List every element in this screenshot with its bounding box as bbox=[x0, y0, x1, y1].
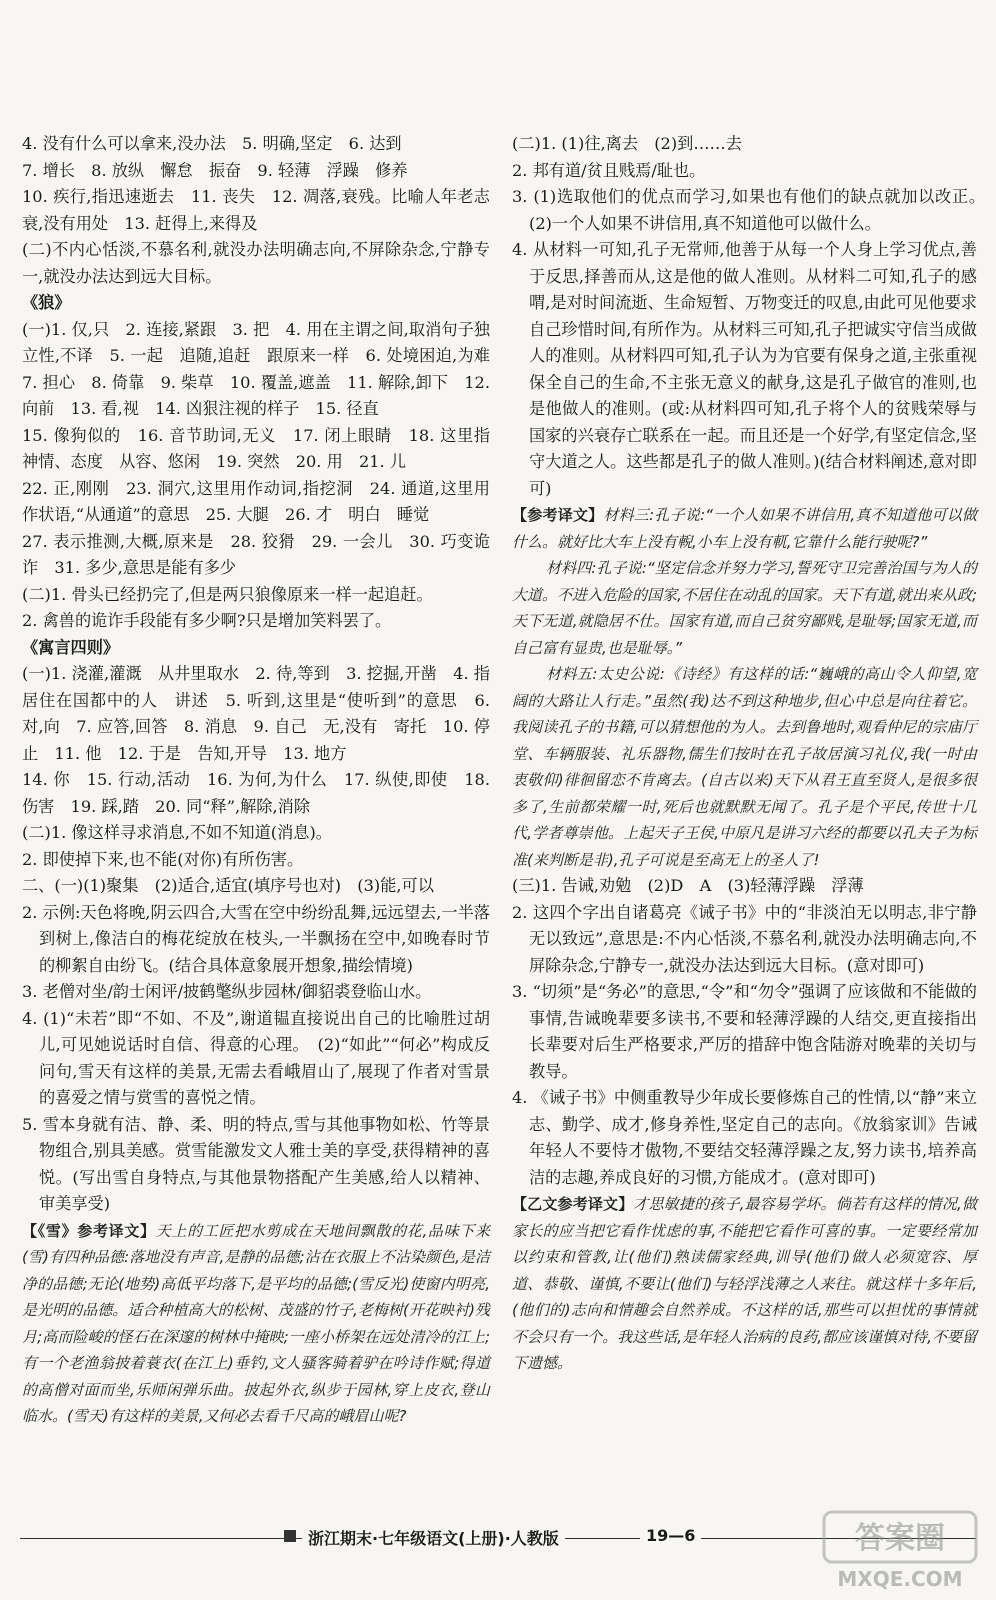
left-paragraph bbox=[22, 873, 490, 900]
left-paragraph bbox=[22, 1006, 490, 1112]
paragraph-text: 15. 像狗似的 16. 音节助词,无义 17. 闭上眼睛 18. 这里指神情、态度 从容、悠闲 19. 突然 20. 用 21. 儿 bbox=[22, 425, 490, 471]
paragraph-text: 4. 《诫子书》中侧重教导少年成长要修炼自己的性情,以“静”来立志、勤学、成才,修身养性,坚定自己的志向。《放翁家训》告诫年轻人不要恃才傲物,不要结交轻薄浮躁之友,努力读书,培养高洁的志趣,养成良好的习惯,方能成才。(意对即可) bbox=[512, 1088, 977, 1187]
paragraph-text: 2. 即使掉下来,也不能(对你)有所伤害。 bbox=[22, 849, 304, 869]
left-paragraph bbox=[22, 237, 490, 290]
footer-square-icon bbox=[284, 1530, 296, 1542]
paragraph-text: 27. 表示推测,大概,原来是 28. 狡猾 29. 一会儿 30. 巧变诡诈 31. 多少,意思是能有多少 bbox=[22, 531, 490, 577]
left-paragraph bbox=[22, 317, 507, 423]
left-paragraph bbox=[22, 184, 490, 237]
paragraph-text: 4. (1)“未若”即“不如、不及”,谢道韫直接说出自己的比喻胜过胡儿,可见她说话时自信、得意的心理。 (2)“如此”“何必”构成反问句,雪天有这样的美景,无需去看峨眉山了,展现了作者对雪景的喜爱之情与赏雪的喜悦之情。 bbox=[22, 1008, 490, 1107]
right-paragraph bbox=[512, 184, 994, 237]
left-paragraph bbox=[22, 1218, 490, 1430]
paragraph-text: 天上的工匠把水剪成在天地间飘散的花,品味下来(雪)有四种品德:落地没有声音,是静的品德;沾在衣服上不沾染颜色,是洁净的品德;无论(地势)高低平均落下,是平均的品德;(雪反光)使窗内明亮,是光明的品德。适合种植高大的松树、茂盛的竹子,老梅树(开花映衬)残月;高而险峻的怪石在深邃的树林中掩映;一座小桥架在远处清冷的江上;有一个老渔翁披着蓑衣(在江上)垂钓,文人骚客骑着驴在吟诗作赋;得道的高僧对面而坐,乐师闲弹乐曲。披起外衣,纵步于园林,穿上皮衣,登山临水。(雪天)有这样的美景,又何必去看千尺高的峨眉山呢? bbox=[22, 1221, 490, 1425]
paragraph-text: (二)1. 像这样寻求消息,不如不知道(消息)。 bbox=[22, 823, 332, 842]
watermark-logo bbox=[820, 1508, 980, 1594]
paragraph-text: 4. 没有什么可以拿来,没办法 5. 明确,坚定 6. 达到 bbox=[22, 134, 402, 153]
paragraph-text: 14. 你 15. 行动,活动 16. 为何,为什么 17. 纵使,即使 18. 伤害 19. 踩,踏 20. 同“释”,解除,消除 bbox=[22, 770, 490, 816]
left-paragraph bbox=[22, 290, 490, 317]
watermark-text-cn: 答案圈 bbox=[855, 1521, 945, 1556]
page-number: 19—6 bbox=[640, 1526, 701, 1545]
paragraph-text: 2. 邦有道/贫且贱焉/耻也。 bbox=[512, 160, 706, 180]
paragraph-text: 7. 增长 8. 放纵 懈怠 振奋 9. 轻薄 浮躁 修养 bbox=[22, 160, 408, 180]
right-paragraph bbox=[512, 661, 977, 873]
paragraph-text: 22. 正,刚刚 23. 洞穴,这里用作动词,指挖洞 24. 通道,这里用作状语,“从通道”的意思 25. 大腿 26. 才 明白 睡觉 bbox=[22, 478, 490, 524]
paragraph-text: (一)1. 仅,只 2. 连接,紧跟 3. 把 4. 用在主谓之间,取消句子独立性,不译 5. 一起 追随,追赶 跟原来一样 6. 处境困迫,为难 7. 担心 8. 倚靠 9. 柴草 10. 覆盖,遮盖 11. 解除,卸下 12. 向前 13. 看,视 14. 凶狠注视的样子 15. 径直 bbox=[22, 319, 507, 418]
left-paragraph bbox=[22, 158, 490, 185]
paragraph-text: 《狼》 bbox=[22, 293, 71, 312]
left-paragraph bbox=[22, 476, 490, 529]
paragraph-text: 3. (1)选取他们的优点而学习,如果也有他们的缺点就加以改正。 (2)一个人如果不讲信用,真不知道他可以做什么。 bbox=[512, 187, 994, 233]
watermark-text-url: MXQE.COM bbox=[837, 1567, 963, 1591]
paragraph-text: 3. 老僧对坐/韵士闲评/披鹤氅纵步园林/御貂裘登临山水。 bbox=[22, 982, 432, 1001]
paragraph-text: 二、(一)(1)聚集 (2)适合,适宜(填序号也对) (3)能,可以 bbox=[22, 876, 434, 895]
left-paragraph bbox=[22, 608, 490, 635]
translation-label: 【《雪》参考译文】 bbox=[22, 1221, 156, 1240]
right-paragraph bbox=[512, 131, 977, 158]
footer-title: 浙江期末·七年级语文(上册)·人教版 bbox=[302, 1526, 565, 1549]
paragraph-text: 10. 疾行,指迅速逝去 11. 丧失 12. 凋落,衰残。比喻人年老志衰,没有用处 13. 赶得上,来得及 bbox=[22, 187, 490, 233]
left-paragraph bbox=[22, 635, 490, 662]
right-paragraph bbox=[512, 555, 977, 661]
right-paragraph bbox=[512, 1085, 977, 1191]
left-paragraph bbox=[22, 767, 490, 820]
right-paragraph bbox=[512, 502, 977, 555]
translation-label: 【参考译文】 bbox=[512, 506, 604, 524]
left-paragraph bbox=[22, 582, 490, 609]
left-paragraph bbox=[22, 820, 490, 847]
left-paragraph bbox=[22, 900, 490, 980]
left-paragraph bbox=[22, 529, 490, 582]
left-paragraph bbox=[22, 847, 490, 874]
paragraph-text: 2. 禽兽的诡诈手段能有多少啊?只是增加笑料罢了。 bbox=[22, 611, 392, 630]
paragraph-text: 2. 示例:天色将晚,阴云四合,大雪在空中纷纷乱舞,远远望去,一半落到树上,像洁白的梅花绽放在枝头,一半飘扬在空中,如晚春时节的柳絮自由纷飞。(结合具体意象展开想象,描绘情境) bbox=[22, 902, 490, 975]
paragraph-text: (二)1. 骨头已经扔完了,但是两只狼像原来一样一起追赶。 bbox=[22, 584, 433, 604]
paragraph-text: 材料四:孔子说:“坚定信念并努力学习,誓死守卫完善治国与为人的大道。不进入危险的国家,不居住在动乱的国家。天下有道,就出来从政;天下无道,就隐居不仕。国家有道,而自己贫穷鄙贱,是耻辱;国家无道,而自己富有显贵,也是耻辱。” bbox=[512, 559, 977, 657]
paragraph-text: (一)1. 浇灌,灌溉 从井里取水 2. 待,等到 3. 挖掘,开凿 4. 指居住在国都中的人 讲述 5. 听到,这里是“使听到”的意思 6. 对,向 7. 应答,回答 8. 消息 9. 自己 无,没有 寄托 10. 停止 11. 他 12. 于是 告知,开导 13. 地方 bbox=[22, 664, 490, 763]
left-paragraph bbox=[22, 661, 490, 767]
right-paragraph bbox=[512, 979, 977, 1085]
right-paragraph bbox=[512, 237, 977, 502]
left-paragraph bbox=[22, 423, 490, 476]
left-paragraph bbox=[22, 979, 490, 1006]
left-paragraph bbox=[22, 1112, 490, 1218]
right-paragraph bbox=[512, 1191, 977, 1377]
paragraph-text: (二)1. (1)往,离去 (2)到……去 bbox=[512, 134, 742, 153]
right-column bbox=[512, 131, 994, 1377]
paragraph-text: 2. 这四个字出自诸葛亮《诫子书》中的“非淡泊无以明志,非宁静无以致远”,意思是:不内心恬淡,不慕名利,就没办法明确志向,不屏除杂念,宁静专一,就没办法达到远大目标。(意对即可) bbox=[512, 902, 977, 975]
paragraph-text: 材料三:孔子说:“一个人如果不讲信用,真不知道他可以做什么。就好比大车上没有輗,小车上没有軏,它靠什么能行驶呢?” bbox=[512, 506, 977, 551]
paragraph-text: 材料五:太史公说:《诗经》有这样的话:“巍峨的高山令人仰望,宽阔的大路让人行走。”虽然(我)达不到这种地步,但心中总是向往着它。我阅读孔子的书籍,可以猜想他的为人。去到鲁地时,观看仲尼的宗庙厅堂、车辆服装、礼乐器物,儒生们按时在孔子故居演习礼仪,我(一时由衷敬仰)徘徊留恋不肯离去。(自古以来)天下从君王直至贤人,是很多很多了,生前都荣耀一时,死后也就默默无闻了。孔子是个平民,传世十几代,学者尊崇他。上起天子王侯,中原凡是讲习六经的都要以孔夫子为标准(来判断是非),孔子可说是至高无上的圣人了! bbox=[512, 665, 977, 869]
paragraph-text: 4. 从材料一可知,孔子无常师,他善于从每一个人身上学习优点,善于反思,择善而从,这是他的做人准则。从材料二可知,孔子的感喟,是对时间流逝、生命短暂、万物变迁的叹息,由此可见他要求自己珍惜时间,有所作为。从材料三可知,孔子把诚实守信当成做人的准则。从材料四可知,孔子认为为官要有保身之道,主张重视保全自己的生命,不主张无意义的献身,这是孔子做官的准则,也是他做人的准则。(或:从材料四可知,孔子将个人的贫贱荣辱与国家的兴衰存亡联系在一起。而且还是一个好学,有坚定信念,坚守大道之人。这些都是孔子的做人准则。)(结合材料阐述,意对即可) bbox=[512, 240, 977, 498]
paragraph-text: 才思敏捷的孩子,最容易学坏。倘若有这样的情况,做家长的应当把它看作忧虑的事,不能把它看作可喜的事。一定要经常加以约束和管教,让(他们)熟读儒家经典,训导(他们)做人必须宽容、厚道、恭敬、谨慎,不要让(他们)与轻浮浅薄之人来往。就这样十多年后,(他们的)志向和情趣会自然养成。不这样的话,那些可以担忧的事情就不会只有一个。我这些话,是年轻人治病的良药,都应该谨慎对待,不要留下遗憾。 bbox=[512, 1195, 977, 1372]
left-column bbox=[22, 131, 507, 1430]
paragraph-text: 3. “切须”是“务必”的意思,“令”和“勿令”强调了应该做和不能做的事情,告诫晚辈要多读书,不要和轻薄浮躁的人结交,更直接指出长辈要对后生严格要求,严厉的措辞中饱含陆游对晚辈的关切与教导。 bbox=[512, 982, 977, 1081]
right-paragraph bbox=[512, 873, 977, 900]
translation-label: 【乙文参考译文】 bbox=[512, 1195, 634, 1213]
right-paragraph bbox=[512, 158, 977, 185]
paragraph-text: (二)不内心恬淡,不慕名利,就没办法明确志向,不屏除杂念,宁静专一,就没办法达到远大目标。 bbox=[22, 240, 490, 286]
paragraph-text: 5. 雪本身就有洁、静、柔、明的特点,雪与其他事物如松、竹等景物组合,别具美感。赏雪能激发文人雅士美的享受,获得精神的喜悦。(写出雪自身特点,与其他景物搭配产生美感,给人以精神、审美享受) bbox=[22, 1114, 490, 1213]
paragraph-text: 《寓言四则》 bbox=[22, 637, 120, 657]
right-paragraph bbox=[512, 900, 977, 980]
paragraph-text: (三)1. 告诫,劝勉 (2)D A (3)轻薄浮躁 浮薄 bbox=[512, 876, 864, 895]
left-paragraph bbox=[22, 131, 490, 158]
